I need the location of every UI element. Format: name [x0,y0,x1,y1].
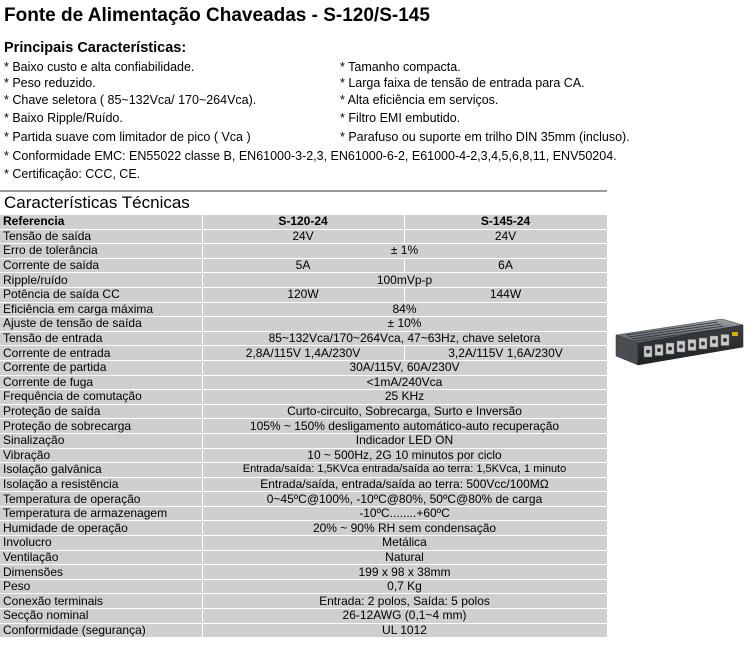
spec-value: Entrada/saída: 1,5KVca entrada/saída ao terra: 1,5KVca, 1 minuto [202,463,607,478]
feature-item-emc: * Conformidade EMC: EN55022 classe B, EN61000-3-2,3, EN61000-6-2, E61000-4-2,3,4,5,6,8,11, ENV50204. [4,149,617,163]
spec-value-model-a: 5A [202,258,404,273]
table-row [0,390,607,405]
header-model-b: S-145-24 [404,215,607,229]
spec-label: Potência de saída CC [0,287,202,302]
spec-value: 10 ~ 500Hz, 2G 10 minutos por ciclo [202,448,607,463]
spec-value-model-b: 3,2A/115V 1,6A/230V [404,346,607,361]
spec-label: Conexão terminais [0,594,202,609]
spec-label: Vibração [0,448,202,463]
table-row [0,287,607,302]
spec-label: Eficiência em carga máxima [0,302,202,317]
feature-item: * Alta eficiência em serviços. [340,93,499,107]
table-row [0,506,607,521]
spec-label: Erro de tolerância [0,244,202,259]
spec-value: Entrada: 2 polos, Saída: 5 polos [202,594,607,609]
spec-value: 30A/115V, 60A/230V [202,360,607,375]
power-supply-unit-photo [614,313,745,367]
feature-item: * Partida suave com limitador de pico ( Vca ) [4,130,251,144]
spec-label: Humidade de operação [0,521,202,536]
spec-value: 199 x 98 x 38mm [202,565,607,580]
features-heading: Principais Características: [4,40,187,56]
table-row [0,579,607,594]
table-row [0,433,607,448]
spec-label: Peso [0,579,202,594]
spec-label: Ventilação [0,550,202,565]
spec-value: ± 10% [202,317,607,332]
spec-label: Tensão de entrada [0,331,202,346]
table-row [0,331,607,346]
table-row [0,536,607,551]
spec-value-model-a: 24V [202,229,404,244]
table-row [0,521,607,536]
spec-label: Corrente de entrada [0,346,202,361]
specs-heading: Características Técnicas [4,193,190,212]
table-row [0,492,607,507]
feature-item: * Baixo Ripple/Ruído. [4,111,123,125]
specs-header-row [0,215,607,229]
spec-value: Indicador LED ON [202,433,607,448]
feature-item: * Larga faixa de tensão de entrada para CA. [340,76,585,90]
section-separator [0,190,607,192]
feature-item: * Chave seletora ( 85~132Vca/ 170~264Vca). [4,93,257,107]
spec-value: Metálica [202,536,607,551]
header-model-a: S-120-24 [202,215,404,229]
table-row [0,565,607,580]
spec-value: 25 KHz [202,390,607,405]
spec-value: Natural [202,550,607,565]
spec-value-model-a: 2,8A/115V 1,4A/230V [202,346,404,361]
header-referencia: Referencia [0,215,202,229]
spec-label: Frequência de comutação [0,390,202,405]
spec-value: ± 1% [202,244,607,259]
spec-value: -10ºC........+60ºC [202,506,607,521]
table-row [0,346,607,361]
table-row [0,375,607,390]
spec-value: 0,7 Kg [202,579,607,594]
table-row [0,419,607,434]
feature-item-certification: * Certificação: CCC, CE. [4,167,141,181]
table-row [0,244,607,259]
spec-label: Tensão de saída [0,229,202,244]
feature-item: * Parafuso ou suporte em trilho DIN 35mm (incluso). [340,130,630,144]
spec-value-model-b: 24V [404,229,607,244]
spec-value: 85~132Vca/170~264Vca, 47~63Hz, chave seletora [202,331,607,346]
spec-label: Proteção de sobrecarga [0,419,202,434]
table-row [0,448,607,463]
spec-value-model-a: 120W [202,287,404,302]
spec-value-model-b: 6A [404,258,607,273]
table-row [0,594,607,609]
spec-label: Dimensões [0,565,202,580]
table-row [0,360,607,375]
page-title: Fonte de Alimentação Chaveadas - S-120/S-145 [4,5,430,26]
spec-label: Ripple/ruído [0,273,202,288]
table-row [0,302,607,317]
spec-label: Corrente de fuga [0,375,202,390]
table-row [0,258,607,273]
table-row [0,273,607,288]
table-row [0,317,607,332]
spec-value: 105% ~ 150% desligamento automático-auto recuperação [202,419,607,434]
spec-value: Curto-circuito, Sobrecarga, Surto e Inversão [202,404,607,419]
feature-item: * Baixo custo e alta confiabilidade. [4,60,195,74]
spec-value: 84% [202,302,607,317]
table-row [0,623,607,638]
feature-item: * Filtro EMI embutido. [340,111,461,125]
feature-item: * Tamanho compacta. [340,60,461,74]
table-row [0,477,607,492]
spec-value: 26-12AWG (0,1~4 mm) [202,609,607,624]
spec-value: 0~45ºC@100%, -10ºC@80%, 50ºC@80% de carga [202,492,607,507]
spec-label: Isolação galvânica [0,463,202,478]
spec-value: UL 1012 [202,623,607,638]
spec-label: Secção nominal [0,609,202,624]
table-row [0,229,607,244]
spec-value: 20% ~ 90% RH sem condensação [202,521,607,536]
feature-item: * Peso reduzido. [4,76,96,90]
spec-label: Proteção de saída [0,404,202,419]
table-row [0,550,607,565]
spec-label: Corrente de saída [0,258,202,273]
spec-label: Temperatura de armazenagem [0,506,202,521]
table-row [0,609,607,624]
spec-label: Isolação a resistência [0,477,202,492]
table-row [0,463,607,478]
spec-value: Entrada/saída, entrada/saída ao terra: 500Vcc/100MΩ [202,477,607,492]
spec-label: Sinalização [0,433,202,448]
spec-value: 100mVp-p [202,273,607,288]
spec-label: Ajuste de tensão de saída [0,317,202,332]
spec-label: Involucro [0,536,202,551]
spec-label: Conformidade (segurança) [0,623,202,638]
spec-label: Corrente de partida [0,360,202,375]
spec-value: <1mA/240Vca [202,375,607,390]
spec-value-model-b: 144W [404,287,607,302]
specs-table [0,215,608,638]
spec-label: Temperatura de operação [0,492,202,507]
table-row [0,404,607,419]
